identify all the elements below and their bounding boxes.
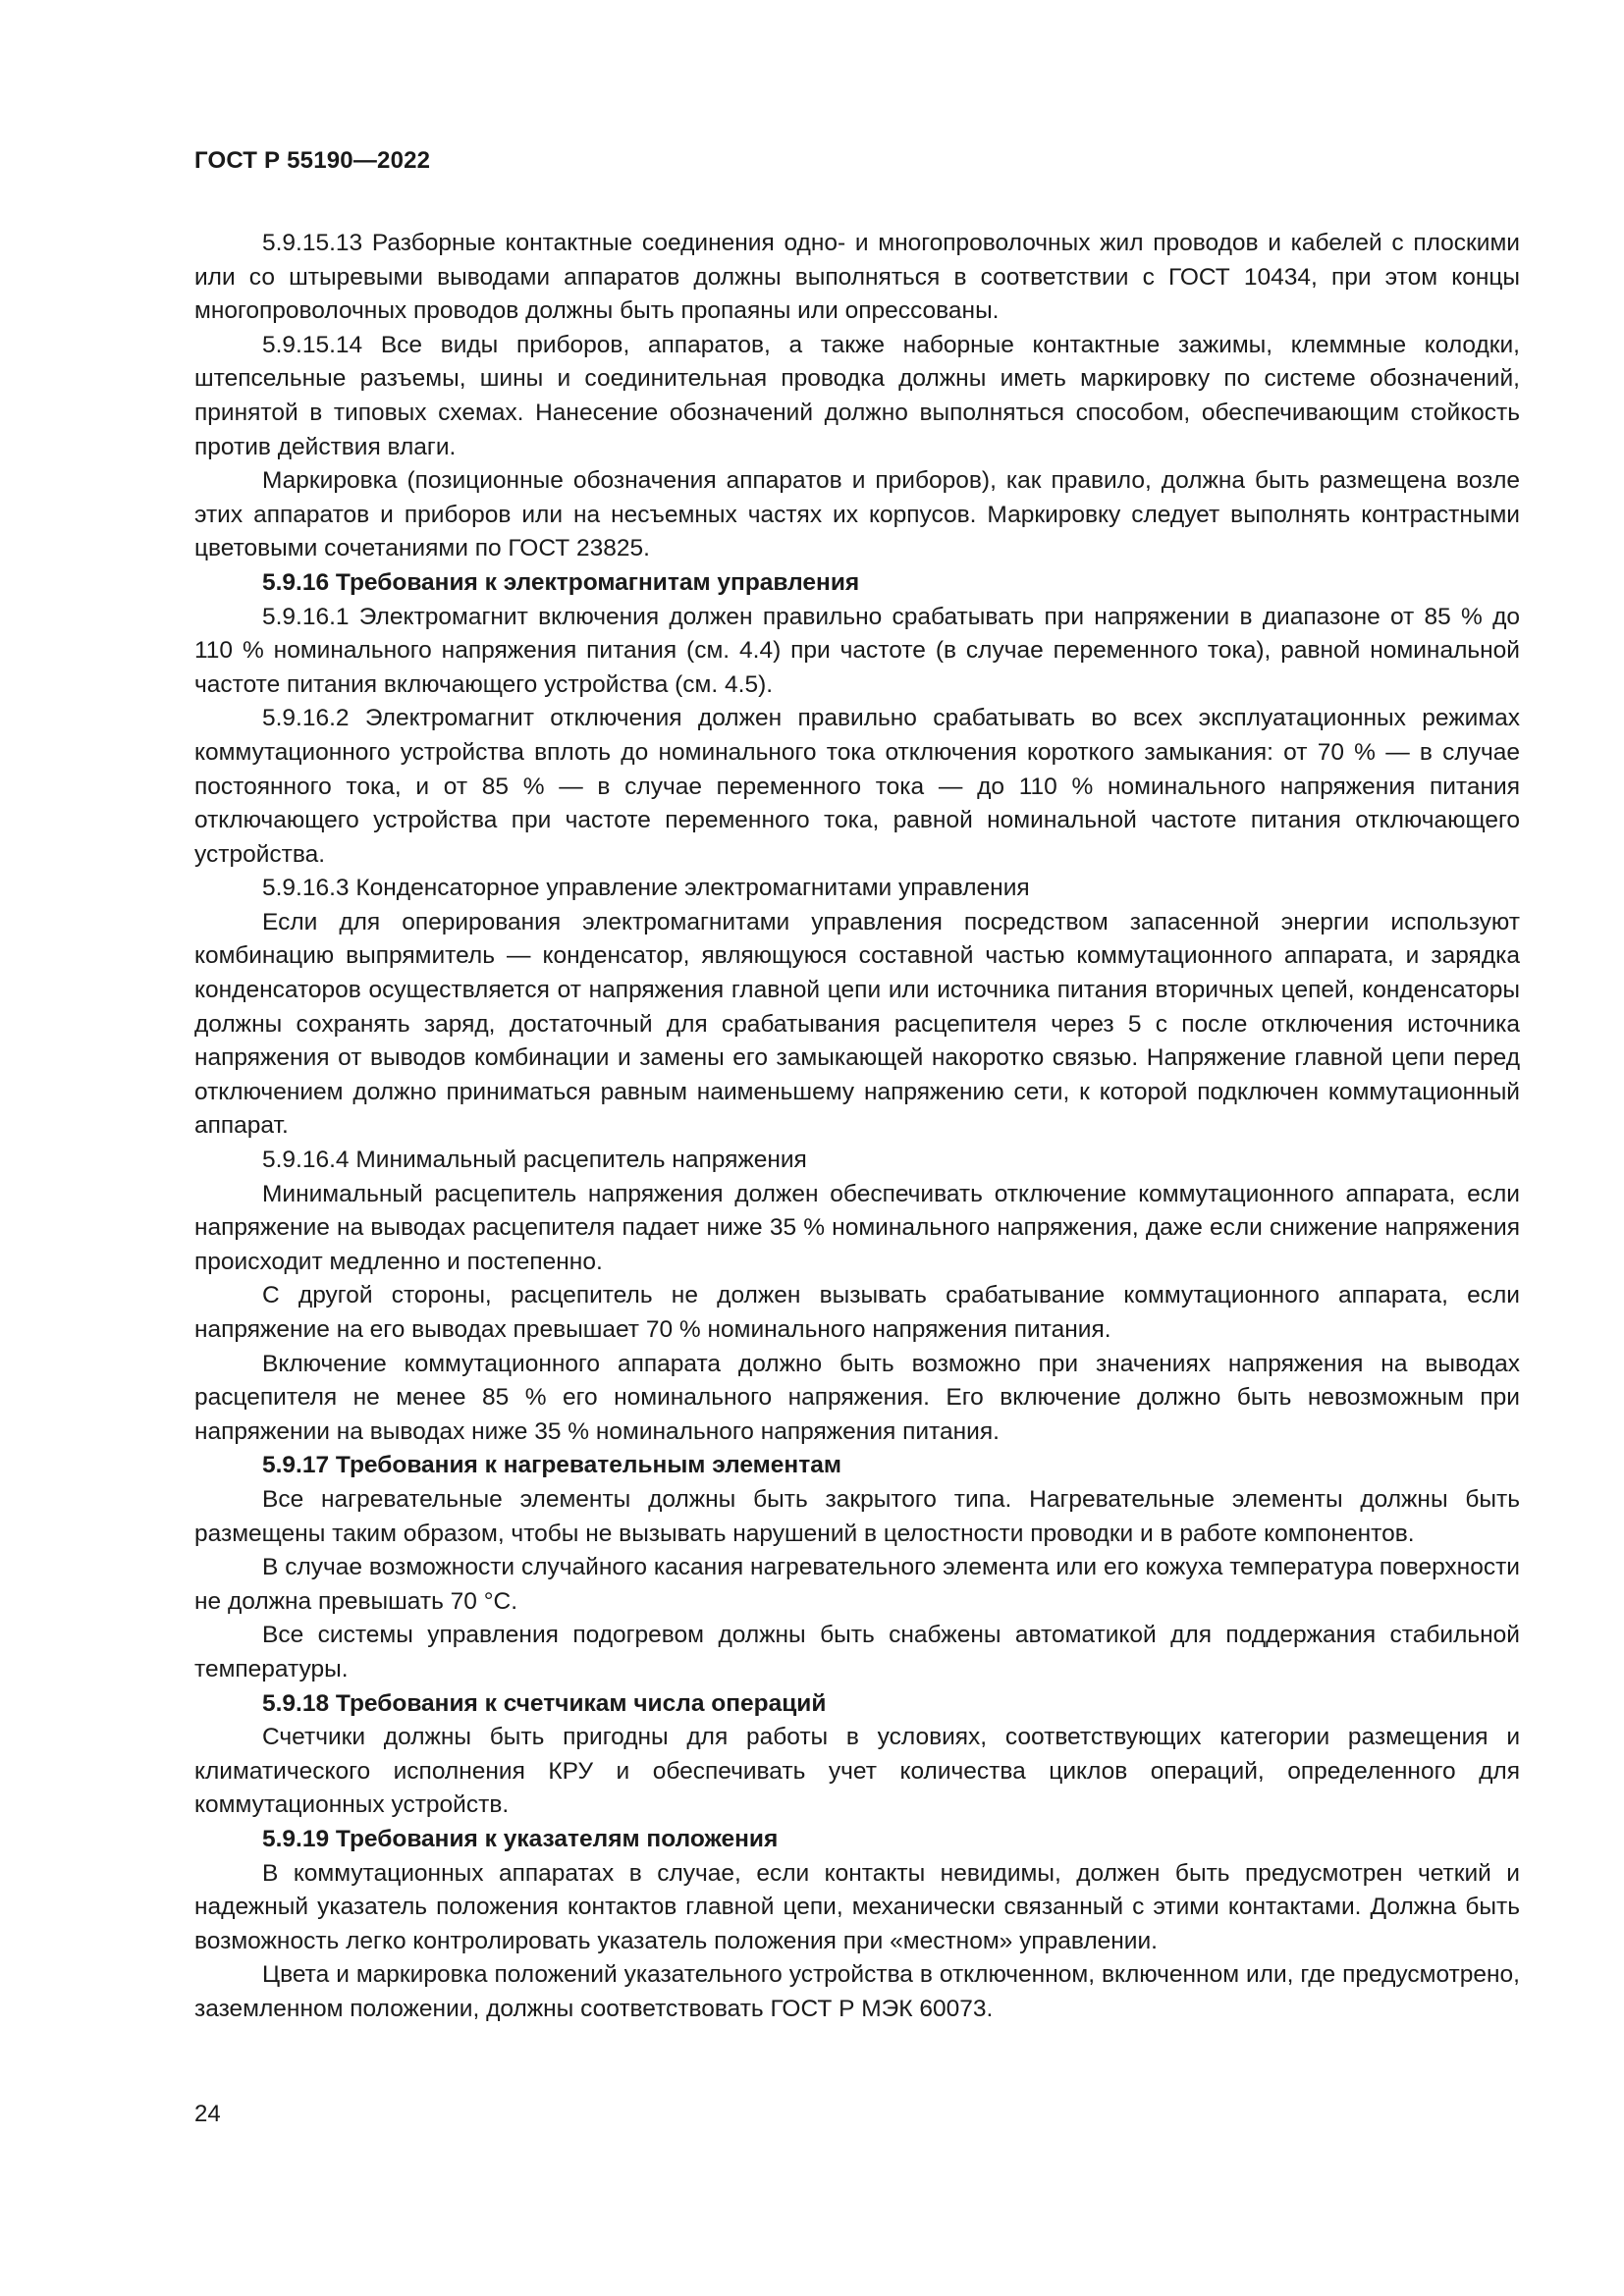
section-heading: 5.9.17 Требования к нагревательным элементам xyxy=(262,1452,841,1479)
paragraph: Минимальный расцепитель напряжения должен обеспечивать отключение коммутационного аппарата, если напряжение на выводах расцепителя падает ниже 35 % номинального напряжения, даже если снижение напряжения происходит медленно и постепенно. xyxy=(194,1180,1520,1275)
paragraph: Все нагревательные элементы должны быть закрытого типа. Нагревательные элементы должны быть размещены таким образом, чтобы не вызывать нарушений в целостности проводки и в работе компонентов. xyxy=(194,1485,1520,1547)
paragraph: Маркировка (позиционные обозначения аппаратов и приборов), как правило, должна быть размещена возле этих аппаратов и приборов или на несъемных частях их корпусов. Маркировку следует выполнять контрастными цветовыми сочетаниями по ГОСТ 23825. xyxy=(194,467,1520,562)
section-heading: 5.9.19 Требования к указателям положения xyxy=(262,1825,779,1852)
page-header-doc-id: ГОСТ Р 55190—2022 xyxy=(194,147,431,174)
paragraph: Цвета и маркировка положений указательного устройства в отключенном, включенном или, где предусмотрено, заземленном положении, должны соответствовать ГОСТ Р МЭК 60073. xyxy=(194,1961,1520,2022)
paragraph: 5.9.15.14 Все виды приборов, аппаратов, а также наборные контактные зажимы, клеммные колодки, штепсельные разъемы, шины и соединительная проводка должны иметь маркировку по системе обозначений, принятой в типовых схемах. Нанесение обозначений должно выполняться способом, обеспечивающим стойкость против действия влаги. xyxy=(194,331,1520,460)
paragraph: 5.9.16.3 Конденсаторное управление электромагнитами управления xyxy=(262,875,1030,902)
document-body xyxy=(194,227,1520,2026)
paragraph: В случае возможности случайного касания нагревательного элемента или его кожуха температура поверхности не должна превышать 70 °C. xyxy=(194,1554,1520,1615)
section-heading: 5.9.18 Требования к счетчикам числа операций xyxy=(262,1689,827,1717)
page-number: 24 xyxy=(194,2101,221,2127)
paragraph: Включение коммутационного аппарата должно быть возможно при значениях напряжения на выводах расцепителя не менее 85 % его номинального напряжения. Его включение должно быть невозможным при напряжении на выводах ниже 35 % номинального напряжения питания. xyxy=(194,1350,1520,1445)
paragraph: В коммутационных аппаратах в случае, если контакты невидимы, должен быть предусмотрен четкий и надежный указатель положения контактов главной цепи, механически связанный с этими контактами. Должна быть возможность легко контролировать указатель положения при «местном» управлении. xyxy=(194,1859,1520,1954)
paragraph: С другой стороны, расцепитель не должен вызывать срабатывание коммутационного аппарата, если напряжение на его выводах превышает 70 % номинального напряжения питания. xyxy=(194,1282,1520,1343)
paragraph: 5.9.15.13 Разборные контактные соединения одно- и многопроволочных жил проводов и кабелей с плоскими или со штыревыми выводами аппаратов должны выполняться в соответствии с ГОСТ 10434, при этом концы многопроволочных проводов должны быть пропаяны или опрессованы. xyxy=(194,230,1520,325)
paragraph: 5.9.16.1 Электромагнит включения должен правильно срабатывать при напряжении в диапазоне от 85 % до 110 % номинального напряжения питания (см. 4.4) при частоте (в случае переменного тока), равной номинальной частоте питания включающего устройства (см. 4.5). xyxy=(194,603,1520,698)
paragraph: Счетчики должны быть пригодны для работы в условиях, соответствующих категории размещения и климатического исполнения КРУ и обеспечивать учет количества циклов операций, определенного для коммутационных устройств. xyxy=(194,1724,1520,1819)
paragraph: 5.9.16.2 Электромагнит отключения должен правильно срабатывать во всех эксплуатационных режимах коммутационного устройства вплоть до номинального тока отключения короткого замыкания: от 70 % — в случае постоянного тока, и от 85 % — в случае переменного тока — до 110 % номинального напряжения питания отключающего устройства при частоте переменного тока, равной номинальной частоте питания отключающего устройства. xyxy=(194,705,1520,868)
paragraph: Все системы управления подогревом должны быть снабжены автоматикой для поддержания стабильной температуры. xyxy=(194,1622,1520,1682)
paragraph: 5.9.16.4 Минимальный расцепитель напряжения xyxy=(262,1147,807,1174)
paragraph: Если для оперирования электромагнитами управления посредством запасенной энергии используют комбинацию выпрямитель — конденсатор, являющуюся составной частью коммутационного аппарата, и зарядка конденсаторов осуществляется от напряжения главной цепи или источника питания вторичных цепей, конденсаторы должны сохранять заряд, достаточный для срабатывания расцепителя через 5 с после отключения источника напряжения от выводов комбинации и замены его замыкающей накоротко связью. Напряжение главной цепи перед отключением должно приниматься равным наименьшему напряжению сети, к которой подключен коммутационный аппарат. xyxy=(194,908,1520,1140)
section-heading: 5.9.16 Требования к электромагнитам управления xyxy=(262,568,860,596)
